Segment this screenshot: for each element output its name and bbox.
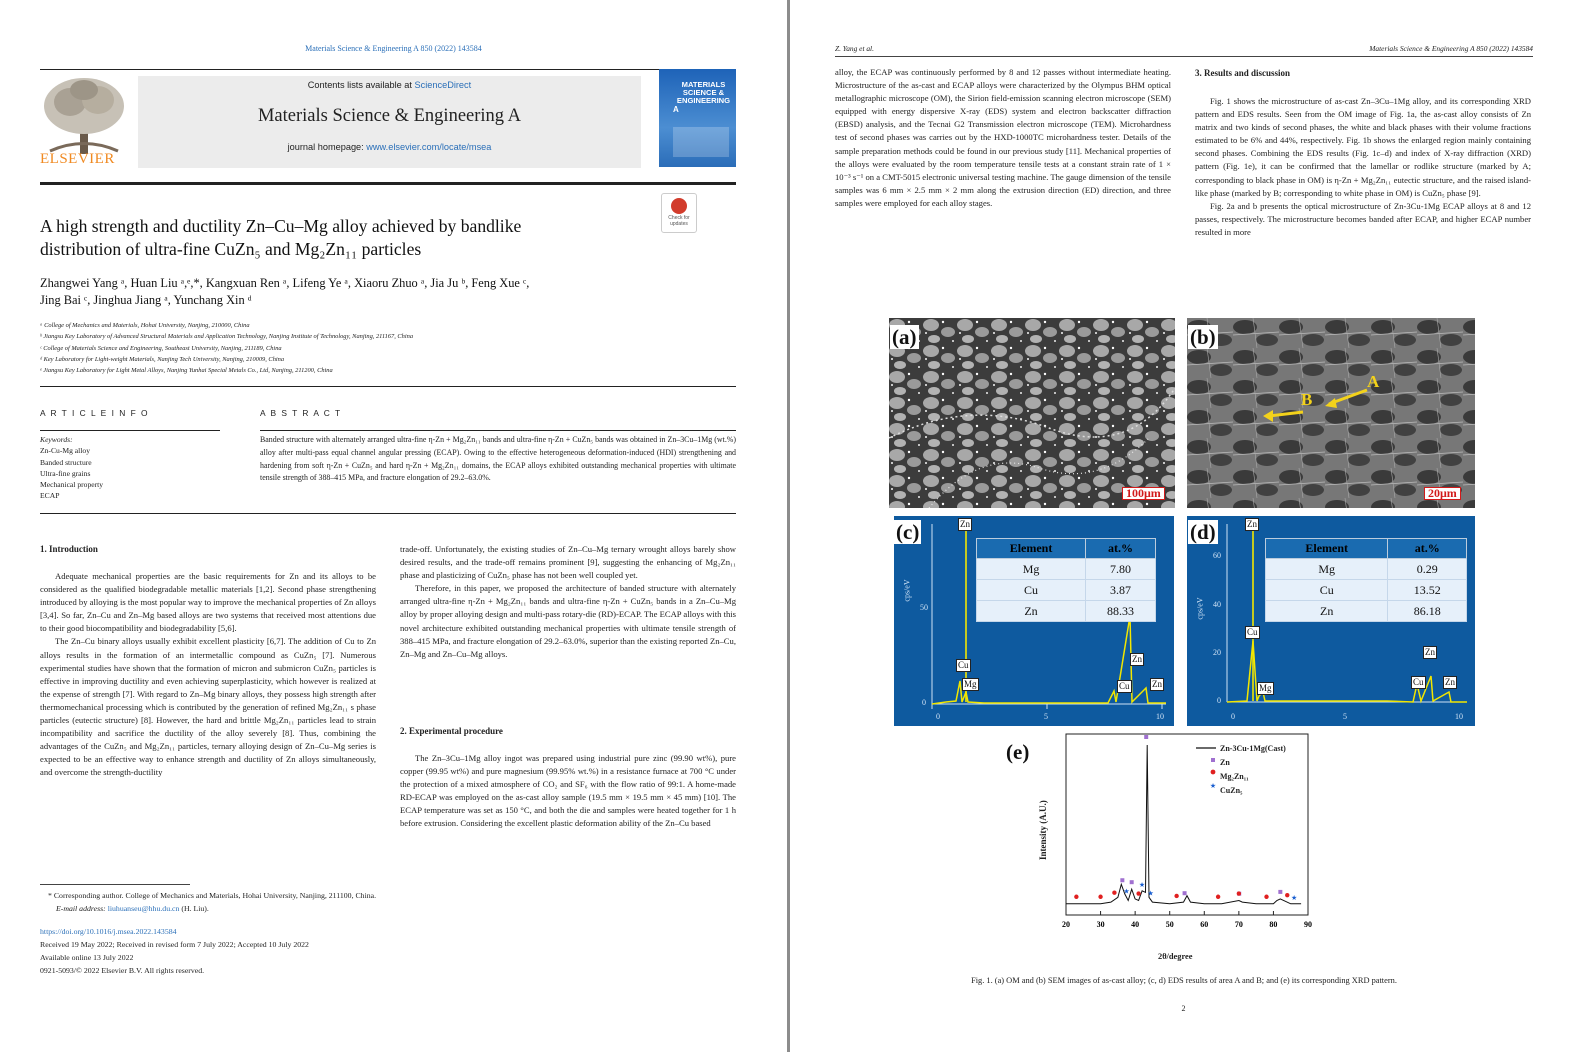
peak-mg-label: Mg	[964, 679, 977, 689]
figure-label-c: (c)	[896, 520, 920, 544]
peak-zn-label: Zn	[960, 519, 970, 529]
affiliations: ᵃ College of Mechanics and Materials, Hohai University, Nanjing, 210000, China ᵇ Jiangsu Key Laboratory of Advanced Structural Materials and Application Technology, Nanjing Institute of Technology, Nanjing, 211167, China ᶜ College of Materials Science and Engineering, Southeast University, Nanjing, 211189, China ᵈ Key Laboratory for Light-weight Materials, Nanjing Tech University, Nanjing, 210009, China ᵉ Jiangsu Key Laboratory for Light Metal Alloys, Nanjing Yunhai Special Metals Co., Ltd, Nanjing, 211200, China	[40, 322, 414, 375]
xrd-marker-zn	[1183, 891, 1187, 895]
xrd-xtick-label: 20	[1062, 920, 1070, 929]
page-1	[0, 0, 787, 1052]
bookmark-icon	[671, 198, 687, 214]
eds-c-ylabel: cps/eV	[902, 579, 912, 602]
eds-spectrum-c[interactable]	[894, 516, 1174, 726]
figure-label-b: (b)	[1190, 325, 1216, 349]
xrd-marker-zn	[1120, 878, 1124, 882]
xrd-marker-mg2zn11	[1098, 895, 1102, 899]
peak-cu-label: Cu	[958, 660, 969, 670]
abstract-rule	[260, 430, 736, 431]
copyright: 0921-5093/© 2022 Elsevier B.V. All rights reserved.	[40, 966, 205, 975]
email-note: E-mail address: liuhuanseu@hhu.du.cn (H. Liu).	[56, 904, 209, 913]
journal-title: Materials Science & Engineering A	[257, 106, 522, 126]
figure-label-d: (d)	[1190, 520, 1216, 544]
article-title: A high strength and ductility Zn–Cu–Mg alloy achieved by bandlike distribution of ultra-fine CuZn₅ and Mg₂Zn₁₁ particles	[40, 216, 522, 259]
eds-d-ytick-20: 20	[1213, 648, 1221, 657]
peak-zn-label: Zn	[1247, 519, 1257, 529]
results-heading: 3. Results and discussion	[1195, 68, 1291, 78]
available-online: Available online 13 July 2022	[40, 953, 134, 962]
eds-c-xtick-10: 10	[1156, 712, 1164, 721]
journal-homepage-link[interactable]: www.elsevier.com/locate/msea	[366, 142, 492, 152]
xrd-marker-mg2zn11	[1264, 895, 1268, 899]
eds-d-ylabel: cps/eV	[1195, 597, 1205, 620]
corresponding-author-note: * Corresponding author. College of Mechanics and Materials, Hohai University, Nanjing, 211100, China.	[48, 891, 377, 900]
xrd-legend	[1220, 742, 1286, 798]
abstract-rule-bottom	[40, 513, 736, 514]
introduction-heading: 1. Introduction	[40, 544, 98, 554]
figure-caption: Fig. 1. (a) OM and (b) SEM images of as-cast alloy; (c, d) EDS results of area A and B; and (e) its corresponding XRD pattern.	[971, 976, 1397, 985]
cover-title: MATERIALS SCIENCE & ENGINEERING	[676, 80, 731, 105]
affiliation-rule	[40, 386, 736, 387]
xrd-marker-zn	[1130, 880, 1134, 884]
journal-banner	[138, 76, 641, 168]
xrd-marker-cuzn5: ★	[1291, 893, 1298, 902]
keywords-block: Keywords: Zn-Cu-Mg alloy Banded structure Ultra-fine grains Mechanical property ECAP	[40, 435, 104, 501]
header-rule-bottom	[40, 182, 736, 185]
article-info-rule	[40, 430, 220, 431]
figure-label-a: (a)	[892, 325, 917, 349]
xrd-marker-cuzn5: ★	[1123, 887, 1130, 896]
xrd-marker-zn	[1278, 890, 1282, 894]
xrd-marker-mg2zn11	[1174, 894, 1178, 898]
eds-c-xtick-0: 0	[936, 712, 940, 721]
eds-d-xtick-10: 10	[1455, 712, 1463, 721]
peak-mg-label: Mg	[1259, 683, 1272, 693]
abstract-text: Banded structure with alternately arranged ultra-fine η-Zn + Mg₂Zn₁₁ bands and ultra-fine η-Zn + CuZn₅ bands was obtained in Zn–3Cu–1Mg (wt.%) alloy after multi-pass equal channel angular pressing (ECAP). Owing to the effective heterogeneous deformation-induced (HDI) strengthening and hardening from soft η-Zn + CuZn₅ and hard η-Zn + Mg₂Zn₁₁ domains, the ECAP alloys exhibited outstanding mechanical properties with ultimate tensile strength of 388–415 MPa, and fracture elongation of 29.2–63.0%.	[260, 435, 736, 483]
legend-series: Zn-3Cu-1Mg(Cast)	[1220, 744, 1286, 753]
experimental-heading: 2. Experimental procedure	[400, 726, 503, 736]
eds-d-xtick-0: 0	[1231, 712, 1235, 721]
eds-spectrum-d[interactable]	[1187, 516, 1475, 726]
check-updates-label: Check for updates	[668, 215, 690, 227]
homepage-line: journal homepage: www.elsevier.com/locate/msea	[287, 142, 492, 152]
xrd-marker-zn	[1144, 735, 1148, 739]
xrd-ylabel: Intensity (A.U.)	[1038, 800, 1048, 860]
doi-link[interactable]: https://doi.org/10.1016/j.msea.2022.143584	[40, 927, 177, 936]
article-info-heading: A R T I C L E I N F O	[40, 408, 150, 418]
eds-c-xtick-5: 5	[1044, 712, 1048, 721]
received-dates: Received 19 May 2022; Received in revised form 7 July 2022; Accepted 10 July 2022	[40, 940, 309, 949]
peak-zn2-label: Zn	[1425, 647, 1435, 657]
footnote-rule	[40, 884, 190, 885]
peak-zn3-label: Zn	[1152, 679, 1162, 689]
journal-cover[interactable]	[659, 69, 736, 167]
page-number: 2	[1181, 1004, 1186, 1013]
results-text: Fig. 1 shows the microstructure of as-cast Zn–3Cu–1Mg alloy, and its corresponding XRD pattern and EDS results. Seen from the OM image of Fig. 1a, the as-cast alloy consists of Zn matrix and two kinds of second phases, the white and black phases with their volume fractions estimated to be 6% and 44%, respectively. Fig. 1b shows the enlarged region mainly containing second phases. Combining the EDS results (Fig. 1c–d) and index of X-ray diffraction (XRD) pattern (Fig. 1e), it can be confirmed that the lamellar or rodlike structure (marked by A; corresponding to black phase in OM) is η-Zn + Mg₂Zn₁₁ eutectic structure, and the raised island-like phase (marked by B; corresponding to white phase in OM) is CuZn₅ phase [9]. Fig. 2a and b presents the optical microstructure of Zn-3Cu-1Mg ECAP alloys at 8 and 12 passes, respectively. The microstructure becomes banded after ECAP, and higher ECAP number resulted in more	[1195, 96, 1531, 237]
peak-zn2-label: Zn	[1132, 654, 1142, 664]
figure-label-e: (e)	[1006, 740, 1030, 764]
eds-d-ytick-40: 40	[1213, 600, 1221, 609]
author-list[interactable]: Zhangwei Yang ᵃ, Huan Liu ᵃ,ᵉ,*, Kangxuan Ren ᵃ, Lifeng Ye ᵃ, Xiaoru Zhuo ᵃ, Jia Ju ᵇ, Feng Xue ᶜ, Jing Bai ᶜ, Jinghua Jiang ᵃ, Yunchang Xin ᵈ	[40, 276, 530, 307]
eds-d-ytick-0: 0	[1217, 696, 1221, 705]
xrd-xtick-label: 80	[1269, 920, 1278, 929]
xrd-marker-mg2zn11	[1237, 891, 1241, 895]
xrd-marker-mg2zn11	[1112, 891, 1116, 895]
peak-cu-label: Cu	[1247, 627, 1258, 637]
sciencedirect-link[interactable]: ScienceDirect	[414, 80, 472, 90]
cover-image	[673, 127, 729, 157]
peak-zn3-label: Zn	[1445, 677, 1455, 687]
running-author: Z. Yang et al.	[835, 44, 874, 53]
sem-micrograph[interactable]	[1187, 318, 1475, 508]
header-rule-top	[40, 69, 736, 70]
xrd-marker-mg2zn11	[1074, 895, 1078, 899]
introduction-column-1: Adequate mechanical properties are the basic requirements for Zn and its alloys to be considered as the qualified biodegradable metallic materials [1,2]. Second phase strengthening introduced by alloying is the most popular way to improve the mechanical properties of Zn alloys [3,4]. So far, Zn–Cu and Zn–Mg based alloys are two systems that received most attentions due to their good biocompatibility and biodegradability [5,6]. The Zn–Cu binary alloys usually exhibit excellent plasticity [6,7]. The addition of Cu to Zn alloys results in the formation of an intermetallic compound as CuZn₅ [7]. Numerous experimental studies have shown that the formation of micron and submicron CuZn₅ particles is effective in improving ductility and even achieving superplasticity, which however is realized at the expense of strength [7]. With regard to Zn–Mg binary alloys, they possess high strength after thermomechanical processing which is contributed by the generation of refined Mg₂Zn₁₁ s phase particles (eutectic structure) [8]. However, the hard and brittle Mg₂Zn₁₁ particles lead to strain incompatibility and sacrifice the ductility of the alloy severely [8]. Thus, combining the advantages of the CuZn₅ and Mg₂Zn₁₁ particles, ternary alloying design of Zn–Cu–Mg series is expected to be an effective way to enhance strength and ductility of Zn alloys simultaneously, and overcome the strength-ductility	[40, 571, 376, 778]
legend-cuzn5-swatch: ★	[1209, 782, 1217, 790]
scale-bar-b: 20μm	[1424, 487, 1461, 500]
om-micrograph[interactable]	[889, 318, 1175, 508]
xrd-xtick-label: 40	[1131, 920, 1140, 929]
running-header-rule	[835, 56, 1533, 57]
introduction-column-2: trade-off. Unfortunately, the existing studies of Zn–Cu–Mg ternary wrought alloys barely show desired results, and the trade-off remains prominent [9], suggesting the enhancing of Mg₂Zn₁₁ phase and plasticizing of CuZn₅ phase has not been well coupled yet. Therefore, in this paper, we proposed the architecture of banded structure with alternately arranged ultra-fine η-Zn + Mg₂Zn₁₁ bands and ultra-fine η-Zn + CuZn₅ bands in a Zn–Cu–Mg alloy by proper alloying design and multi-pass rotary-die (RD)-ECAP. The ECAP alloys with this novel architecture exhibited outstanding mechanical properties with ultimate tensile strength of 388–415 MPa, and fracture elongation of 29.2–63.0%, superior than the existing reported Zn–Cu, Zn–Mg and Zn–Cu–Mg alloys.	[400, 544, 736, 659]
marker-b: B	[1301, 390, 1313, 409]
journal-reference[interactable]: Materials Science & Engineering A 850 (2022) 143584	[305, 44, 482, 53]
xrd-xtick-label: 70	[1234, 920, 1243, 929]
elsevier-tree-logo	[40, 76, 128, 156]
author-email-link[interactable]: liuhuanseu@hhu.du.cn	[107, 904, 180, 913]
peak-cu2-label: Cu	[1413, 677, 1424, 687]
eds-c-ytick-50: 50	[920, 603, 928, 612]
cover-letter: A	[673, 105, 679, 114]
check-for-updates-badge[interactable]	[661, 193, 697, 233]
legend-mg2zn11-swatch	[1211, 770, 1216, 775]
xrd-marker-mg2zn11	[1216, 895, 1220, 899]
legend-cuzn5: CuZn₅	[1220, 786, 1243, 795]
xrd-xtick-label: 60	[1200, 920, 1209, 929]
page-2	[790, 0, 1585, 1052]
methods-continued: alloy, the ECAP was continuously performed by 8 and 12 passes without intermediate heating. Microstructure of the as-cast and ECAP alloys were characterized by the Olympus BHM optical metallographic microscope (OM), the Sirion field-emission scanning electron microscope (SEM) equipped with energy dispersive X-ray (EDS) system and electron backscatter diffraction (EBSD) analysis, and the Tecnai G2 Transmission electron microscope (TEM). Microhardness test of second phases was carries out by the HXD-1000TC microhardness tester. Details of the sample preparation methods could be found in our previous study [11]. Mechanical properties of the alloys were evaluated by the room temperature tensile tests at a constant strain rate of 1 × 10⁻³ s⁻¹ on a CMT-5015 electronic universal testing machine. The gauge dimension of the tensile samples was 6 mm × 2.5 mm × 2 mm along the extrusion direction (ED) direction, and three samples were employed for each alloy stages.	[835, 67, 1171, 208]
marker-a: A	[1367, 372, 1380, 391]
xrd-xtick-label: 30	[1096, 920, 1105, 929]
xrd-marker-cuzn5: ★	[1138, 880, 1146, 889]
xrd-xtick-label: 50	[1165, 920, 1174, 929]
eds-c-ytick-0: 0	[922, 698, 926, 707]
xrd-marker-cuzn5: ★	[1147, 889, 1154, 898]
xrd-marker-mg2zn11	[1136, 891, 1140, 895]
eds-d-ytick-60: 60	[1213, 551, 1221, 560]
eds-table-d: Element at.% Mg 0.29 Cu 13.52 Zn 86.18	[1265, 538, 1467, 622]
xrd-xtick-label: 90	[1304, 920, 1312, 929]
scale-bar-a: 100μm	[1122, 487, 1165, 500]
peak-cu2-label: Cu	[1119, 681, 1130, 691]
running-journal: Materials Science & Engineering A 850 (2022) 143584	[1369, 44, 1533, 53]
legend-zn: Zn	[1220, 758, 1230, 767]
legend-mg2zn11: Mg₂Zn₁₁	[1220, 772, 1249, 781]
eds-table-c: Element at.% Mg 7.80 Cu 3.87 Zn 88.33	[976, 538, 1156, 622]
eds-d-xtick-5: 5	[1343, 712, 1347, 721]
contents-line: Contents lists available at ScienceDirect	[307, 80, 472, 90]
legend-zn-swatch	[1211, 758, 1215, 762]
xrd-marker-mg2zn11	[1285, 893, 1289, 897]
xrd-xlabel: 2θ/degree	[1158, 952, 1193, 961]
abstract-heading: A B S T R A C T	[260, 408, 342, 418]
elsevier-wordmark: ELSEVIER	[40, 151, 115, 167]
experimental-text: The Zn–3Cu–1Mg alloy ingot was prepared using industrial pure zinc (99.90 wt%), pure copper (99.95 wt%) and pure magnesium (99.95% wt.%) in a resistance furnace at 700 °C under the protection of a mixed atmosphere of CO₂ and SF₆ with the flow ratio of 99:1. A home-made RD-ECAP was employed on the as-cast alloy sample (19.5 mm × 19.5 mm × 45 mm) [10]. The ECAP temperature was set as 150 °C, and both the die and samples were heated together for 1 h before extrusion. Considering the excellent plastic deformation ability of the Zn–Cu based	[400, 753, 736, 829]
